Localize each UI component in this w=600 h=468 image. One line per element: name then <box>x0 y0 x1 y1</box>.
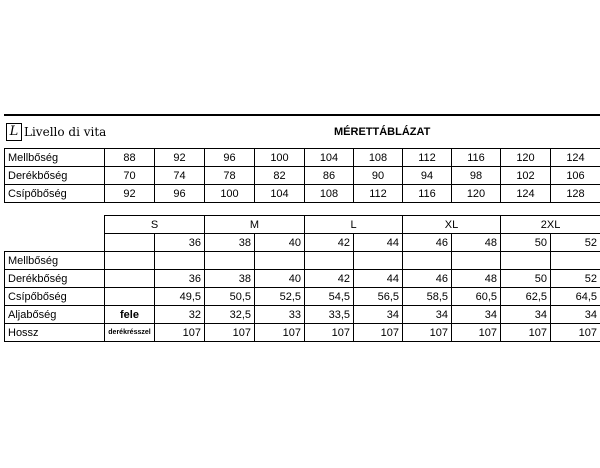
table-cell: 82 <box>255 167 305 185</box>
table-cell: 62,5 <box>501 288 551 306</box>
title-row <box>4 116 600 148</box>
table-cell: 108 <box>354 149 403 167</box>
table-cell: 36 <box>155 270 205 288</box>
table-cell: 88 <box>105 149 155 167</box>
row-label: Csípőbőség <box>5 288 105 306</box>
table-cell: 108 <box>305 185 354 203</box>
table-cell: 96 <box>155 185 205 203</box>
table-cell: 50,5 <box>205 288 255 306</box>
table-cell: 34 <box>501 306 551 324</box>
row-sublabel: fele <box>105 306 155 324</box>
size-header-cell: 50 <box>501 234 551 252</box>
size-group-l: L <box>305 216 403 234</box>
table-cell: 98 <box>452 167 501 185</box>
row-label: Aljabőség <box>5 306 105 324</box>
table-cell: 124 <box>501 185 551 203</box>
table-cell: 49,5 <box>155 288 205 306</box>
table-cell <box>354 252 403 270</box>
table-cell: 60,5 <box>452 288 501 306</box>
table-cell: 38 <box>205 270 255 288</box>
table-cell: 52 <box>551 270 600 288</box>
measurements-table-2 <box>4 215 600 342</box>
table-cell: 124 <box>551 149 600 167</box>
table-cell: 44 <box>354 270 403 288</box>
table-cell: 34 <box>403 306 452 324</box>
brand-logo-icon: L <box>6 123 22 141</box>
table-cell: 102 <box>501 167 551 185</box>
row-sublabel: derékrésszel <box>105 324 155 342</box>
table-cell: 107 <box>155 324 205 342</box>
size-header-cell: 46 <box>403 234 452 252</box>
table-cell: 32,5 <box>205 306 255 324</box>
table-row <box>5 270 600 288</box>
table-cell: 116 <box>452 149 501 167</box>
row-label: Hossz <box>5 324 105 342</box>
row-sublabel <box>105 252 155 270</box>
table-cell: 107 <box>501 324 551 342</box>
table-cell: 42 <box>305 270 354 288</box>
table-cell: 92 <box>105 185 155 203</box>
table-cell: 78 <box>205 167 255 185</box>
size-group-header-row <box>5 216 600 234</box>
row-label: Derékbőség <box>5 270 105 288</box>
row-label: Mellbőség <box>5 149 105 167</box>
table-row <box>5 288 600 306</box>
table-cell: 34 <box>551 306 600 324</box>
table-cell: 33,5 <box>305 306 354 324</box>
table-cell: 64,5 <box>551 288 600 306</box>
table-cell: 86 <box>305 167 354 185</box>
table-cell: 34 <box>354 306 403 324</box>
size-header-cell: 42 <box>305 234 354 252</box>
table-cell: 56,5 <box>354 288 403 306</box>
table-cell: 52,5 <box>255 288 305 306</box>
table-cell: 90 <box>354 167 403 185</box>
size-header-cell: 52 <box>551 234 600 252</box>
table-cell <box>501 252 551 270</box>
table-cell: 120 <box>452 185 501 203</box>
brand-logo <box>6 120 106 144</box>
table-cell: 32 <box>155 306 205 324</box>
table-cell: 70 <box>105 167 155 185</box>
row-label: Mellbőség <box>5 252 105 270</box>
table-cell: 46 <box>403 270 452 288</box>
empty-cell <box>105 234 155 252</box>
row-sublabel <box>105 270 155 288</box>
table-cell <box>452 252 501 270</box>
table-cell: 34 <box>452 306 501 324</box>
row-label: Csípőbőség <box>5 185 105 203</box>
table-cell <box>403 252 452 270</box>
size-header-cell: 38 <box>205 234 255 252</box>
table-cell: 107 <box>452 324 501 342</box>
table-cell: 96 <box>205 149 255 167</box>
table-row <box>5 185 600 203</box>
row-label: Derékbőség <box>5 167 105 185</box>
table-cell: 33 <box>255 306 305 324</box>
size-header-cell: 36 <box>155 234 205 252</box>
table-cell: 112 <box>354 185 403 203</box>
table-cell <box>205 252 255 270</box>
table-cell: 50 <box>501 270 551 288</box>
table-cell: 107 <box>205 324 255 342</box>
table-cell: 92 <box>155 149 205 167</box>
table-cell: 107 <box>551 324 600 342</box>
table-cell: 48 <box>452 270 501 288</box>
table-cell: 74 <box>155 167 205 185</box>
table-cell: 104 <box>305 149 354 167</box>
size-chart-sheet <box>4 114 600 345</box>
row-sublabel <box>105 288 155 306</box>
table-row <box>5 306 600 324</box>
table-row <box>5 149 600 167</box>
size-group-m: M <box>205 216 305 234</box>
table-cell: 100 <box>205 185 255 203</box>
table-cell: 94 <box>403 167 452 185</box>
table-cell <box>255 252 305 270</box>
table-row <box>5 252 600 270</box>
size-header-cell: 44 <box>354 234 403 252</box>
table-cell: 106 <box>551 167 600 185</box>
table-row <box>5 324 600 342</box>
table-row <box>5 167 600 185</box>
empty-cell <box>5 216 105 234</box>
table-cell: 107 <box>354 324 403 342</box>
size-group-xl: XL <box>403 216 501 234</box>
page-title: MÉRETTÁBLÁZAT <box>334 126 431 138</box>
table-cell: 120 <box>501 149 551 167</box>
table-cell: 58,5 <box>403 288 452 306</box>
table-cell <box>305 252 354 270</box>
brand-logo-text: Livello di vita <box>24 125 107 139</box>
table-cell: 54,5 <box>305 288 354 306</box>
table-cell <box>551 252 600 270</box>
size-group-s: S <box>105 216 205 234</box>
table-cell: 107 <box>305 324 354 342</box>
table-cell: 112 <box>403 149 452 167</box>
table-cell <box>155 252 205 270</box>
sizes-row <box>5 234 600 252</box>
table-cell: 100 <box>255 149 305 167</box>
size-header-cell: 48 <box>452 234 501 252</box>
measurements-table-1 <box>4 148 600 203</box>
table-cell: 107 <box>255 324 305 342</box>
empty-cell <box>5 234 105 252</box>
table-cell: 128 <box>551 185 600 203</box>
table-cell: 104 <box>255 185 305 203</box>
size-header-cell: 40 <box>255 234 305 252</box>
table-cell: 40 <box>255 270 305 288</box>
table-cell: 116 <box>403 185 452 203</box>
table-cell: 107 <box>403 324 452 342</box>
size-group-2xl: 2XL <box>501 216 600 234</box>
